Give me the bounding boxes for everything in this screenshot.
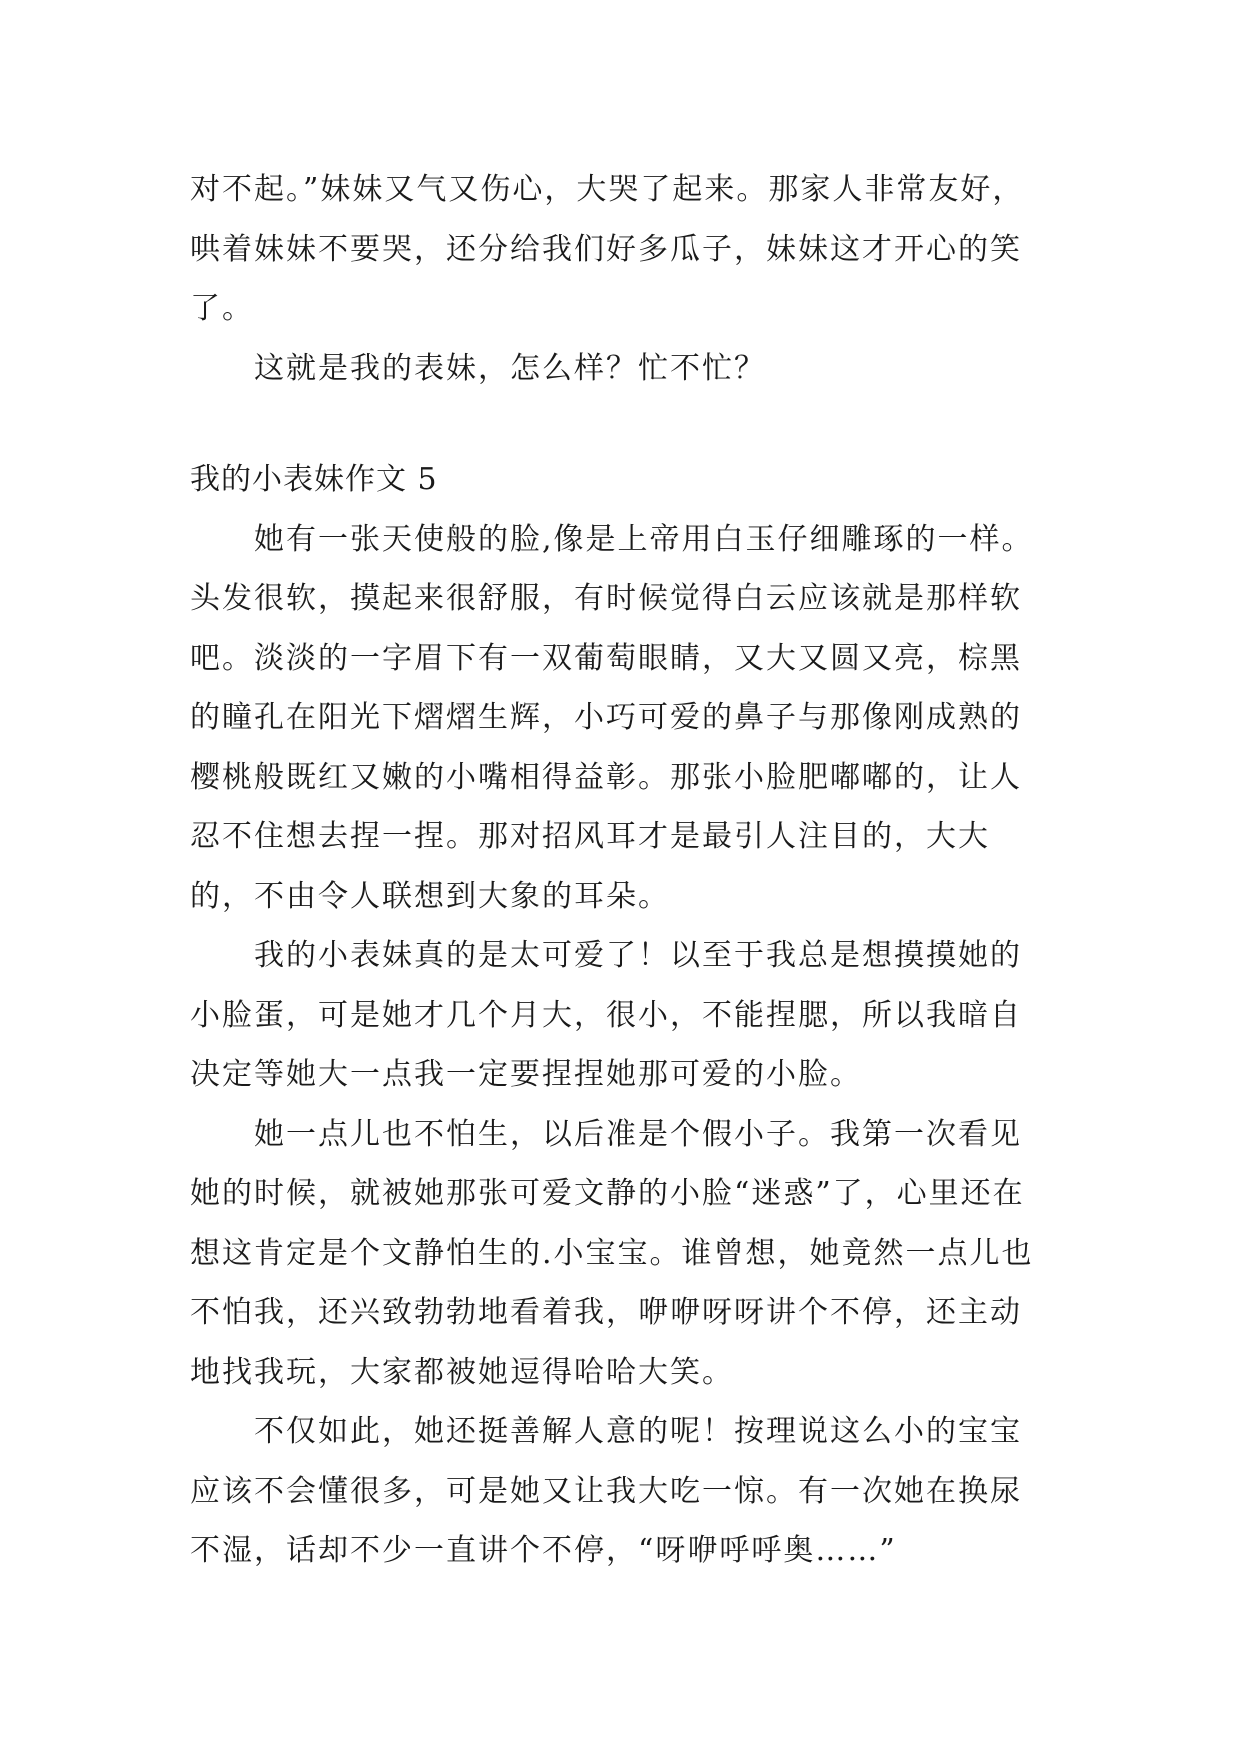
- paragraph-closing: 这就是我的表妹，怎么样？忙不忙？: [254, 350, 766, 386]
- paragraph-body-1: 她有一张天使般的脸,像是上帝用白玉仔细雕琢的一样。头发很软，摸起来很舒服，有时候觉得白云应该就是那样软吧。淡淡的一字眉下有一双葡萄眼睛，又大又圆又亮，棕黑的瞳孔在阳光下熠熠生辉，小巧可爱的鼻子与那像刚成熟的樱桃般既红又嫩的小嘴相得益彰。那张小脸肥嘟嘟的，让人忍不住想去捏一捏。那对招风耳才是最引人注目的，大大的，不由令人联想到大象的耳朵。: [190, 521, 1034, 914]
- paragraph-body-3: 她一点儿也不怕生，以后准是个假小子。我第一次看见她的时候，就被她那张可爱文静的小脸“迷惑”了，心里还在想这肯定是个文静怕生的.小宝宝。谁曾想，她竟然一点儿也不怕我，还兴致勃勃地看着我，咿咿呀呀讲个不停，还主动地找我玩，大家都被她逗得哈哈大笑。: [190, 1116, 1034, 1390]
- section-spacer: [190, 398, 1050, 450]
- section-title: 我的小表妹作文 5: [190, 462, 438, 497]
- paragraph-body-2: 我的小表妹真的是太可爱了！以至于我总是想摸摸她的小脸蛋，可是她才几个月大，很小，不能捏腮，所以我暗自决定等她大一点我一定要捏捏她那可爱的小脸。: [190, 938, 1022, 1092]
- paragraph-continuation: 对不起。”妹妹又气又伤心，大哭了起来。那家人非常友好，哄着妹妹不要哭，还分给我们好多瓜子，妹妹这才开心的笑了。: [190, 172, 1025, 326]
- paragraph-body-4: 不仅如此，她还挺善解人意的呢！按理说这么小的宝宝应该不会懂很多，可是她又让我大吃一惊。有一次她在换尿不湿，话却不少一直讲个不停，“呀咿呼呼奥……”: [190, 1414, 1022, 1568]
- document-page: [190, 160, 1050, 1581]
